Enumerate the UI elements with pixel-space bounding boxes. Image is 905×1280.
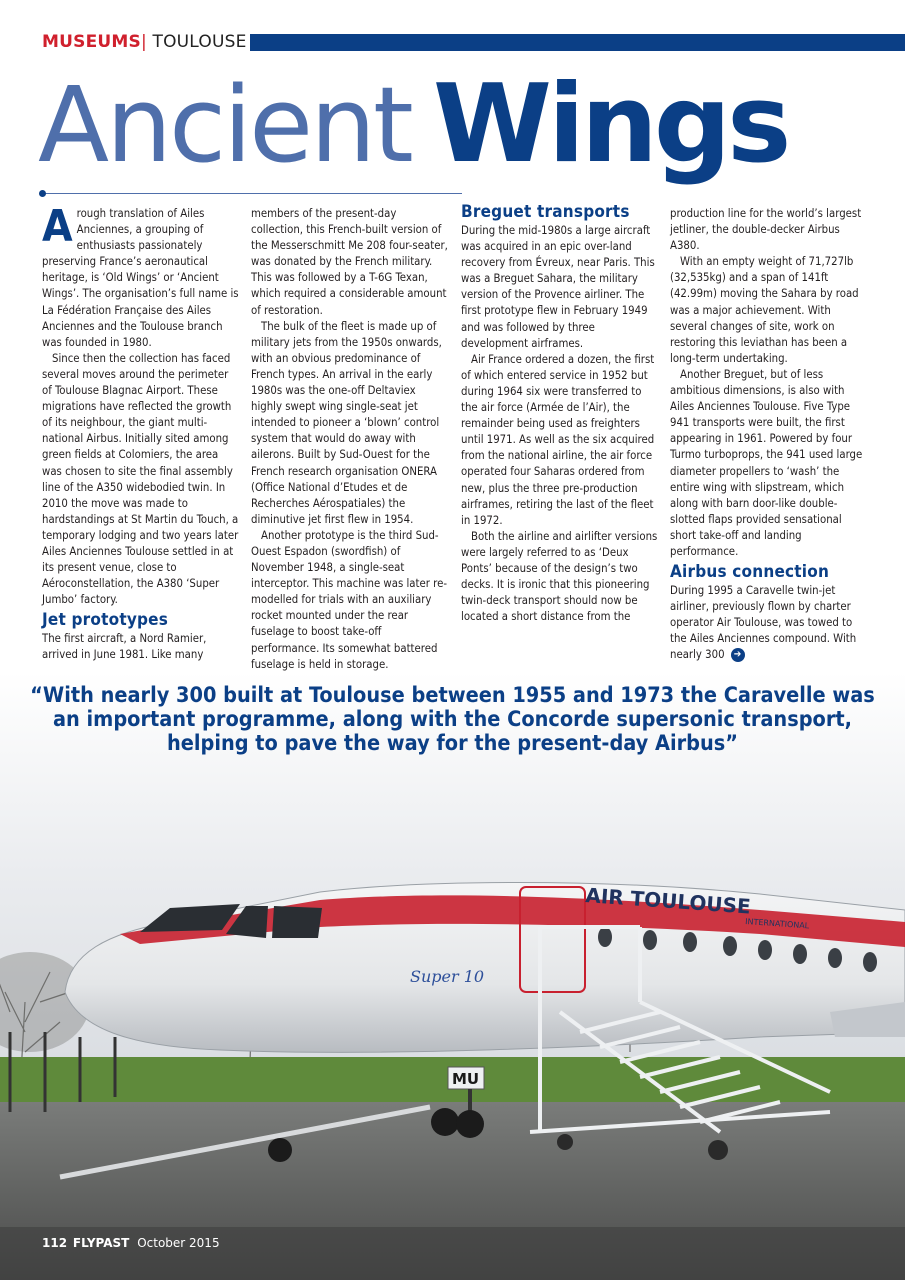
title-light: Ancient — [38, 64, 411, 186]
livery-subtext: INTERNATIONAL — [744, 917, 810, 931]
section-location: TOULOUSE — [152, 32, 247, 52]
pull-quote: “With nearly 300 built at Toulouse between 1955 and 1973 the Caravelle was an important programme, along with the Concorde supersonic transport, helping to pave the way for the present-day Airbus” — [30, 683, 875, 756]
paragraph: The bulk of the fleet is made up of military jets from the 1950s onwards, with an obvious predominance of French types. An arrival in the early 1980s was the one-off Deltaviex highly swept wing single-seat jet intended to pioneer a ‘blown’ control system that would do away with ailerons. Built by Sud-Ouest for the French research organisation ONERA (Office National d’Etudes et de Recherches Aérospatiales) the diminutive jet first flew in 1954. — [251, 319, 442, 526]
page-number: 112 — [42, 1236, 68, 1250]
paragraph: Another Breguet, but of less ambitious dimensions, is also with Ailes Anciennes Toulouse. Five Type 941 transports were built, the first appearing in 1961. Powered by four Turmo turboprops, the 941 used large diameter propellers to ‘wash’ the entire wing with slipstream, which along with barn door-like double-slotted flaps provided sensational short take-off and landing performance. — [670, 367, 863, 558]
column-1 — [42, 201, 239, 664]
title-dot — [39, 190, 46, 197]
section-separator: | — [140, 32, 147, 52]
paragraph: During the mid-1980s a large aircraft was acquired in an epic over-land recovery from Évreux, near Paris. This was a Breguet Sahara, the military version of the Provence airliner. The first prototype flew in February 1949 and was followed by three development airframes. — [461, 224, 655, 350]
paragraph: Both the airline and airlifter versions were largely referred to as ‘Deux Ponts’ because of the design’s two decks. It is ironic that this pioneering twin-deck transport should now be located a short distance from the — [461, 529, 658, 624]
issue-date: October 2015 — [137, 1236, 220, 1250]
column-4 — [670, 206, 867, 664]
stairs-wheel — [708, 1140, 728, 1160]
page-title — [38, 62, 905, 192]
subheading-jet-prototypes: Jet prototypes — [42, 610, 169, 631]
title-rule — [42, 193, 462, 194]
header-bar — [250, 34, 905, 51]
section-label — [42, 32, 247, 52]
title-bold: Wings — [432, 62, 788, 187]
continue-arrow-icon: ➔ — [731, 648, 745, 662]
footer-shade — [0, 1227, 905, 1280]
paragraph-continued — [670, 583, 867, 663]
stairs-wheel — [557, 1134, 573, 1150]
paragraph: The first aircraft, a Nord Ramier, arrived in June 1981. Like many — [42, 632, 207, 662]
column-3 — [461, 202, 658, 625]
page-footer — [42, 1236, 220, 1250]
intro-text: rough translation of Ailes Anciennes, a grouping of enthusiasts passionately preserving France’s aeronautical heritage, is ‘Old Wings’ or ‘Ancient Wings’. The organisation’s full name is La Fédération Française des Ailes Anciennes and the Toulouse branch was founded in 1980. — [42, 207, 239, 349]
paragraph: Another prototype is the third Sud-Ouest Espadon (swordfish) of November 1948, a single-seat interceptor. This machine was later re-modelled for trials with an auxiliary rocket mounted under the rear fuselage to boost take-off performance. Its somewhat battered fuselage is held in storage. — [251, 528, 448, 671]
paragraph: With an empty weight of 71,727lb (32,535kg) and a span of 141ft (42.99m) moving the Sahara by road was a major achievement. With several changes of site, work on restoring this leviathan has been a long-term undertaking. — [670, 255, 859, 365]
tow-bar-wheel — [268, 1138, 292, 1162]
column-2 — [251, 206, 448, 673]
section-name: MUSEUMS — [42, 32, 141, 52]
paragraph: Air France ordered a dozen, the first of which entered service in 1952 but during 1964 six were transferred to the air force (Armée de l’Air), the remainder being used as freighters until 1971. As well as the six acquired from the national airline, the air force operated four Saharas ordered from new, plus the three pre-production airframes, retiring the last of the fleet in 1972. — [461, 352, 655, 527]
paragraph: Since then the collection has faced several moves around the perimeter of Toulouse Blagnac Airport. These migrations have reflected the growth of its neighbour, the giant multi-national Airbus. Initially sited among green fields at Colomiers, the area was chosen to site the final assembly line of the A350 widebodied twin. In 2010 the move was made to hardstandings at St Martin du Touch, a temporary lodging and two years later Ailes Anciennes Toulouse settled in at its present venue, close to Aéroconstellation, the A380 ‘Super Jumbo’ factory. — [42, 351, 239, 607]
intro-paragraph — [42, 201, 239, 351]
nose-script: Super 10 — [410, 967, 485, 986]
livery-text: AIR TOULOUSE — [584, 883, 752, 919]
paragraph: members of the present-day collection, this French-built version of the Messerschmitt Me 208 four-seater, was donated by the French military. This was followed by a T-6G Texan, which required a considerable amount of restoration. — [251, 207, 448, 317]
paragraph-text: During 1995 a Caravelle twin-jet airliner, previously flown by charter operator Air Toulouse, was towed to the Ailes Anciennes compound. With nearly 300 — [670, 584, 857, 662]
magazine-name: FLYPAST — [72, 1236, 130, 1250]
drop-cap: A — [42, 201, 73, 252]
section-header — [42, 30, 905, 54]
paragraph: production line for the world’s largest jetliner, the double-decker Airbus A380. — [670, 207, 862, 253]
photo-illustration — [0, 672, 905, 1280]
subheading-breguet-transports: Breguet transports — [461, 202, 630, 222]
registration-fragment: MU — [452, 1070, 480, 1088]
caravelle-photo — [0, 672, 905, 1280]
subheading-airbus-connection: Airbus connection — [670, 562, 830, 583]
